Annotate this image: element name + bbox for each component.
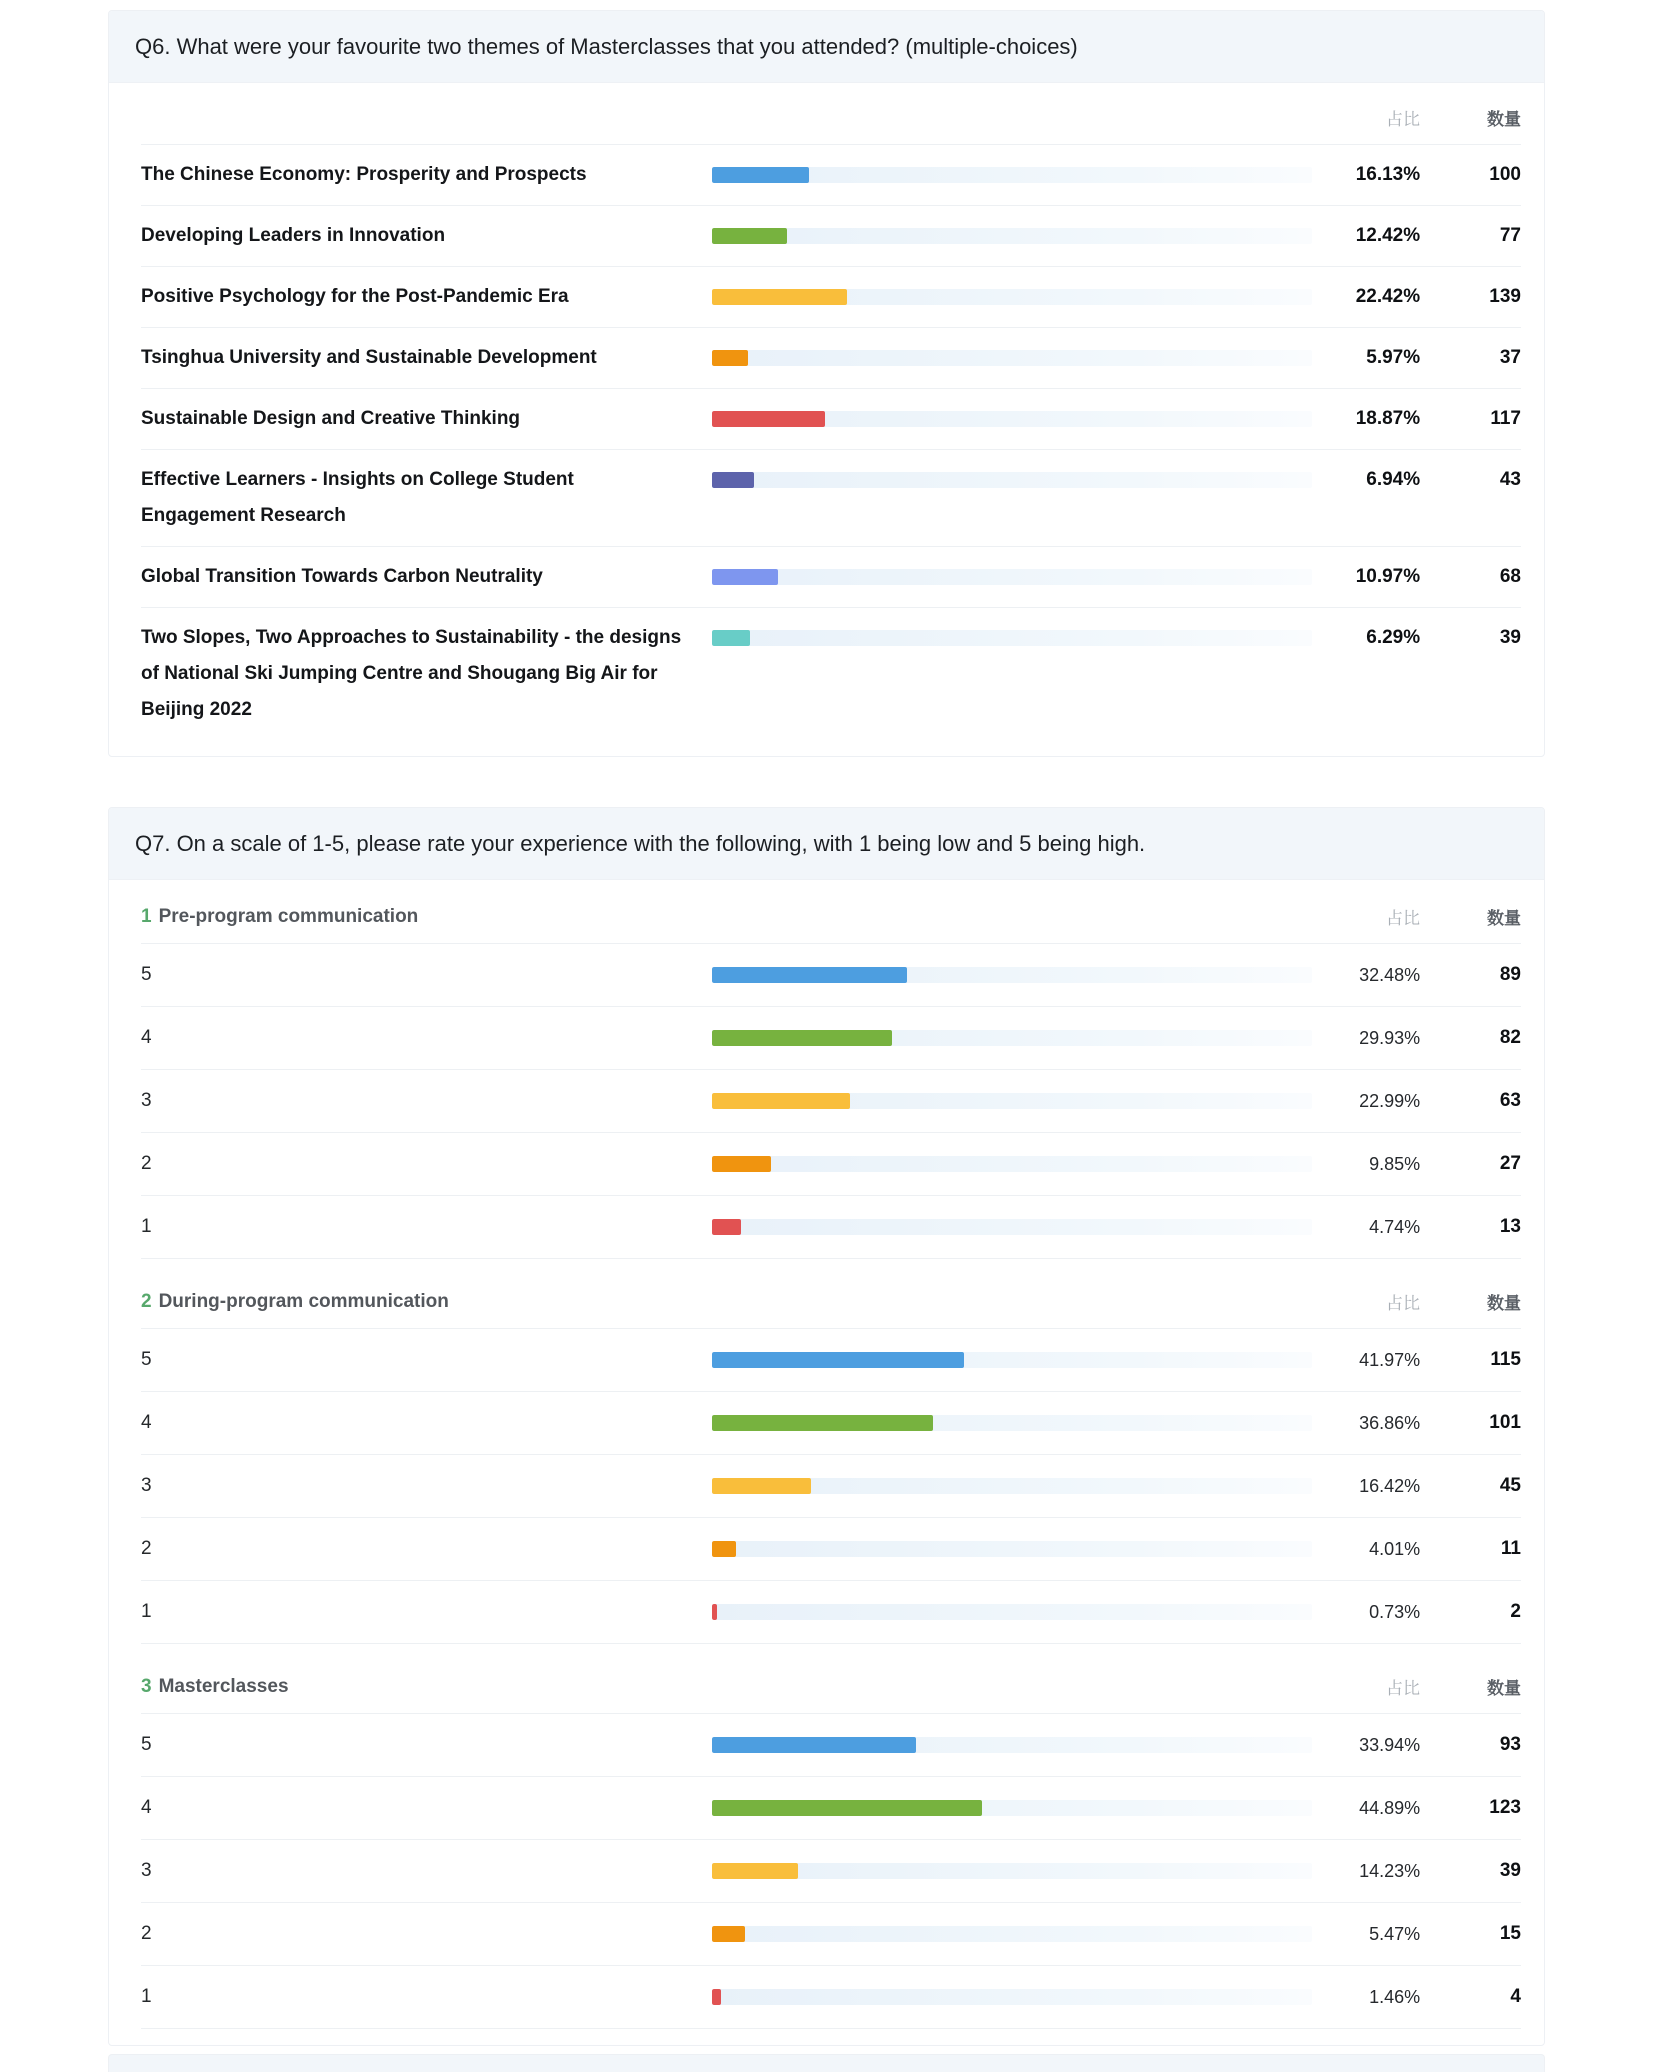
bar-fill [712,630,750,646]
q7-question-title: Q7. On a scale of 1-5, please rate your experience with the following, with 1 being low and 5 being high. [135,831,1146,856]
table-row [141,144,1521,205]
section-header [141,1269,1521,1328]
count-value: 115 [1490,1349,1521,1370]
next-card-header-sliver [108,2054,1545,2072]
bar-fill [712,1737,916,1753]
percent-value: 36.86% [1359,1413,1421,1433]
count-value: 2 [1510,1601,1521,1622]
bar-fill [712,569,778,585]
count-value: 77 [1499,225,1521,246]
percent-value: 5.47% [1369,1924,1421,1944]
bar-fill [712,350,748,366]
table-row [141,546,1521,607]
rating-label: 5 [141,964,152,985]
bar-track [712,630,1312,646]
count-value: 63 [1499,1090,1521,1111]
bar-track [712,472,1312,488]
table-row [141,266,1521,327]
table-row [141,1328,1521,1391]
percent-value: 22.99% [1359,1091,1421,1111]
section-number: 3 [141,1675,152,1697]
table-row [141,1006,1521,1069]
bar-track [712,350,1312,366]
bar-fill [712,228,787,244]
rating-label: 5 [141,1349,152,1370]
count-value: 68 [1499,566,1521,587]
bar-fill [712,1415,933,1431]
bar-fill [712,1030,892,1046]
percent-value: 32.48% [1359,965,1421,985]
count-value: 89 [1499,964,1521,985]
rating-label: 4 [141,1797,152,1818]
count-value: 123 [1489,1797,1521,1818]
bar-fill [712,1219,740,1235]
bar-fill [712,1604,716,1620]
table-row [141,943,1521,1006]
table-row [141,1580,1521,1644]
bar-track [712,1219,1312,1235]
bar-fill [712,967,907,983]
percent-value: 14.23% [1359,1861,1421,1881]
percent-value: 10.97% [1355,566,1421,587]
table-row [141,1713,1521,1776]
row-label: Two Slopes, Two Approaches to Sustainability - the designs of National Ski Jumping Centre and Shougang Big Air for Beijing 2022 [141,627,682,720]
bar-track [712,1604,1312,1620]
bar-track [712,1156,1312,1172]
percent-value: 4.01% [1369,1539,1421,1559]
percent-value: 18.87% [1355,408,1421,429]
bar-fill [712,1926,745,1942]
percent-value: 33.94% [1359,1735,1421,1755]
bar-track [712,1863,1312,1879]
count-value: 39 [1499,1860,1521,1881]
percent-value: 12.42% [1355,225,1421,246]
rating-label: 4 [141,1412,152,1433]
bar-track [712,411,1312,427]
q6-column-headers [141,87,1521,144]
count-value: 27 [1499,1153,1521,1174]
bar-fill [712,472,754,488]
bar-track [712,1926,1312,1942]
table-row [141,1902,1521,1965]
rating-label: 3 [141,1090,152,1111]
rating-label: 1 [141,1986,152,2007]
section-title: During-program communication [158,1290,449,1312]
count-value: 82 [1499,1027,1521,1048]
q6-question-title: Q6. What were your favourite two themes of Masterclasses that you attended? (multiple-choices) [135,34,1078,59]
count-value: 4 [1510,1986,1521,2007]
percent-value: 5.97% [1366,347,1421,368]
rating-label: 1 [141,1216,152,1237]
table-row [141,449,1521,546]
bar-track [712,1093,1312,1109]
q7-section-masterclasses [141,1654,1521,2029]
column-header-pct: 占比 [1386,110,1420,129]
bar-track [712,569,1312,585]
table-row [141,1132,1521,1195]
percent-value: 44.89% [1359,1798,1421,1818]
bar-fill [712,1352,964,1368]
percent-value: 41.97% [1359,1350,1421,1370]
bar-fill [712,1156,771,1172]
column-header-count: 数量 [1487,1294,1521,1313]
table-row [141,388,1521,449]
table-row [141,1776,1521,1839]
rating-label: 2 [141,1538,152,1559]
bar-track [712,1030,1312,1046]
count-value: 37 [1499,347,1521,368]
rating-label: 2 [141,1923,152,1944]
percent-value: 29.93% [1359,1028,1421,1048]
bar-track [712,1415,1312,1431]
bar-fill [712,1863,797,1879]
count-value: 15 [1499,1923,1521,1944]
rating-label: 4 [141,1027,152,1048]
bar-fill [712,411,825,427]
bar-fill [712,1478,811,1494]
q7-section-during-program [141,1269,1521,1644]
row-label: Global Transition Towards Carbon Neutrality [141,566,543,587]
percent-value: 16.42% [1359,1476,1421,1496]
bar-track [712,1989,1312,2005]
bar-track [712,967,1312,983]
bar-track [712,228,1312,244]
table-row [141,1454,1521,1517]
column-header-pct: 占比 [1386,909,1420,928]
q6-chart [109,83,1544,756]
bar-fill [712,167,809,183]
rating-label: 3 [141,1475,152,1496]
count-value: 43 [1499,469,1521,490]
percent-value: 0.73% [1369,1602,1421,1622]
column-header-count: 数量 [1487,110,1521,129]
bar-track [712,1800,1312,1816]
percent-value: 22.42% [1355,286,1421,307]
bar-track [712,1352,1312,1368]
bar-fill [712,1541,736,1557]
count-value: 101 [1489,1412,1521,1433]
row-label: Tsinghua University and Sustainable Development [141,347,597,368]
bar-track [712,167,1312,183]
percent-value: 6.29% [1366,627,1421,648]
row-label: The Chinese Economy: Prosperity and Prospects [141,164,587,185]
percent-value: 1.46% [1369,1987,1421,2007]
table-row [141,1069,1521,1132]
row-label: Effective Learners - Insights on College Student Engagement Research [141,469,574,526]
column-header-count: 数量 [1487,909,1521,928]
rating-label: 5 [141,1734,152,1755]
table-row [141,1517,1521,1580]
section-title: Masterclasses [158,1675,289,1697]
percent-value: 9.85% [1369,1154,1421,1174]
count-value: 13 [1499,1216,1521,1237]
bar-fill [712,289,847,305]
row-label: Positive Psychology for the Post-Pandemic Era [141,286,569,307]
bar-track [712,1737,1312,1753]
rating-label: 1 [141,1601,152,1622]
bar-fill [712,1989,721,2005]
percent-value: 6.94% [1366,469,1421,490]
table-row [141,1965,1521,2029]
count-value: 93 [1499,1734,1521,1755]
table-row [141,205,1521,266]
q7-card [108,807,1545,2046]
count-value: 45 [1499,1475,1521,1496]
q7-charts [109,880,1544,2045]
q7-section-pre-program [141,884,1521,1259]
q6-card [108,10,1545,757]
table-row [141,1391,1521,1454]
count-value: 139 [1489,286,1521,307]
section-number: 1 [141,905,152,927]
count-value: 100 [1489,164,1521,185]
section-header [141,884,1521,943]
table-row [141,1195,1521,1259]
percent-value: 16.13% [1355,164,1421,185]
q7-card-header [109,808,1544,880]
table-row [141,607,1521,740]
row-label: Developing Leaders in Innovation [141,225,446,246]
q6-card-header [109,11,1544,83]
section-number: 2 [141,1290,152,1312]
count-value: 39 [1499,627,1521,648]
row-label: Sustainable Design and Creative Thinking [141,408,521,429]
count-value: 11 [1500,1538,1521,1559]
bar-track [712,1478,1312,1494]
column-header-pct: 占比 [1386,1679,1420,1698]
count-value: 117 [1490,408,1521,429]
section-header [141,1654,1521,1713]
bar-fill [712,1093,850,1109]
rating-label: 3 [141,1860,152,1881]
section-title: Pre-program communication [158,905,419,927]
column-header-count: 数量 [1487,1679,1521,1698]
column-header-pct: 占比 [1386,1294,1420,1313]
table-row [141,327,1521,388]
bar-track [712,1541,1312,1557]
rating-label: 2 [141,1153,152,1174]
bar-track [712,289,1312,305]
table-row [141,1839,1521,1902]
percent-value: 4.74% [1369,1217,1421,1237]
bar-fill [712,1800,981,1816]
